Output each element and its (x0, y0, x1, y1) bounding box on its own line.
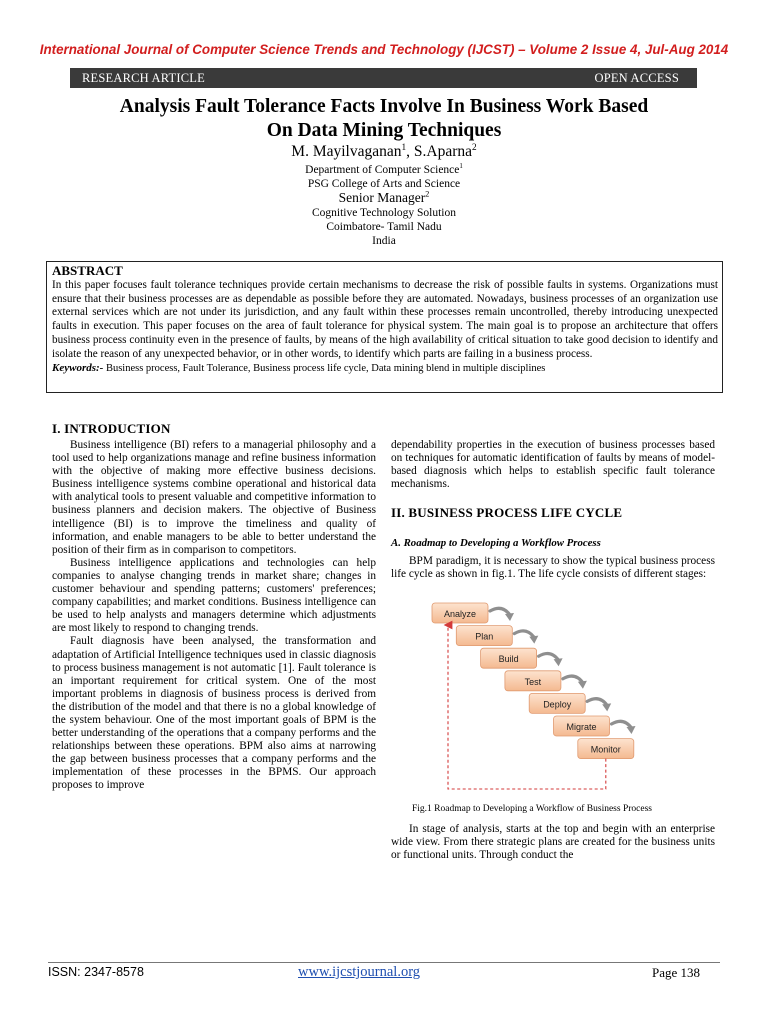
stage-label-build: Build (498, 654, 519, 665)
right-column-top (391, 439, 715, 491)
subsection-a-heading: A. Roadmap to Developing a Workflow Process (391, 537, 601, 549)
dependability-paragraph: dependability properties in the execution of business processes based on techniques for automatic identification of faults by means of model-based diagnosis which helps to establish specific fault tolerance mechanisms. (391, 439, 715, 491)
workflow-diagram (410, 595, 710, 805)
figure-caption: Fig.1 Roadmap to Developing a Workflow of Business Process (412, 804, 652, 814)
stage-label-monitor: Monitor (590, 744, 621, 755)
affiliation-role (0, 191, 768, 205)
stage-arrowhead-test (578, 681, 587, 689)
stage-arrowhead-migrate (627, 726, 636, 734)
author-1-sup: 1 (401, 142, 407, 153)
stage-label-test: Test (524, 676, 542, 687)
right-column-bpm (391, 555, 715, 581)
right-column-bottom (391, 823, 715, 862)
author-sep: , (406, 143, 414, 160)
role-sup: 2 (425, 189, 430, 199)
dept-sup: 1 (459, 163, 463, 171)
intro-paragraph-1: Business intelligence (BI) refers to a managerial philosophy and a tool used to help organizations manage and refine business information with the objective of making more effective business decisions. Business intelligence systems combine operational and historical data with analytical tools to present valuable and competitive information to business planners and decision makers. The objective of Business intelligence (BI) is to improve the timeliness and quality of information, and enable managers to be able to better understand the position of their firm as in comparison to competitors. (52, 439, 376, 556)
issn: ISSN: 2347-8578 (48, 965, 144, 979)
author-2-sup: 2 (472, 142, 477, 153)
journal-url-link[interactable]: www.ijcstjournal.org (298, 964, 421, 980)
workflow-figure (410, 595, 710, 805)
abstract-box (46, 261, 723, 393)
footer-divider (48, 962, 720, 963)
dept-text: Department of Computer Science (305, 164, 460, 176)
title-line-2: On Data Mining Techniques (266, 120, 502, 141)
analysis-stage-paragraph: In stage of analysis, starts at the top and begin with an enterprise wide view. From there strategic plans are created for the business units or functional units. Through conduct the (391, 823, 715, 862)
stage-label-migrate: Migrate (566, 722, 597, 732)
abstract-text: In this paper focuses fault tolerance techniques provide certain mechanisms to decrease the risk of possible faults in systems. Organizations must ensure that their business processes are as dependable as possible before they are automated. Nowadays, business processes of an organization use external services which are not under its jurisdiction, and any fault within these processes remain uncontrolled, thereby introducing unexpected faults in execution. This paper focuses on the area of fault tolerance for physical system. The main goal is to propose an architecture that offers business process continuity even in the presence of faults, by means of the high availability of critical situation to take good decision to identify and isolate the reason of any unexpected behavior, or in other words, to identify which parts are failing in a business process. (52, 279, 718, 360)
title-line-1: Analysis Fault Tolerance Facts Involve In Business Work Based (119, 96, 649, 117)
stage-label-deploy: Deploy (543, 699, 572, 710)
stage-arrowhead-plan (529, 636, 538, 644)
journal-header: International Journal of Computer Science Trends and Technology (IJCST) – Volume 2 Issue 4, Jul-Aug 2014 (39, 42, 729, 57)
intro-column (52, 439, 376, 793)
affiliation-company: Cognitive Technology Solution (311, 207, 456, 219)
affiliation-country: India (372, 235, 396, 247)
stage-arrowhead-build (554, 658, 563, 666)
page-footer (48, 965, 720, 983)
affiliation-dept (0, 163, 768, 177)
keywords-text: Business process, Fault Tolerance, Business process life cycle, Data mining blend in multiple disciplines (103, 363, 546, 375)
abstract-heading: ABSTRACT (52, 263, 123, 278)
paper-title (40, 95, 728, 143)
keywords-label: Keywords:- (52, 362, 104, 375)
stage-label-plan: Plan (475, 631, 494, 642)
author-2: S.Aparna (413, 143, 473, 160)
intro-paragraph-3: Fault diagnosis have been analysed, the transformation and adaptation of Artificial Intelligence techniques used in classic diagnosis to process business management is not automatic [1]. Fault tolerance is an important requirement for critical system. One of the most important problems in diagnosis of business process is derived from the distribution of the model and that there is no a global knowledge of the system behaviour. One of the most important goals of BPM is the better understanding of the operations that a company performs and the relationships between these operations. BPM also aims at narrowing the gap between business processes that a company performs and the implementation of these processes in the BPMS. Our approach proposes to improve (52, 635, 376, 792)
article-type-bar (70, 68, 697, 88)
authors (0, 143, 768, 161)
stage-arrowhead-analyze (505, 613, 514, 621)
page-number: Page 138 (651, 965, 700, 980)
role-text: Senior Manager (338, 190, 426, 205)
stage-label-analyze: Analyze (443, 609, 477, 619)
intro-heading: I. INTRODUCTION (52, 421, 171, 436)
open-access-label: OPEN ACCESS (594, 70, 679, 85)
affiliation-city: Coimbatore- Tamil Nadu (326, 221, 442, 233)
keywords (52, 362, 718, 375)
author-1: M. Mayilvaganan (291, 143, 402, 160)
intro-paragraph-2: Business intelligence applications and technologies can help companies to analyse changing trends in market share; changes in customer behaviour and spending patterns; customers' preferences; company capabilities; and market conditions. Business intelligence can be used to help analysts and managers determine which adjustments are most likely to respond to changing trends. (52, 556, 376, 635)
research-article-label: RESEARCH ARTICLE (82, 70, 205, 85)
section-2-heading: II. BUSINESS PROCESS LIFE CYCLE (391, 505, 623, 520)
affiliation-college: PSG College of Arts and Science (307, 178, 461, 190)
bpm-paragraph: BPM paradigm, it is necessary to show the typical business process life cycle as shown in fig.1. The life cycle consists of different stages: (391, 555, 715, 581)
stage-arrowhead-deploy (602, 703, 611, 711)
